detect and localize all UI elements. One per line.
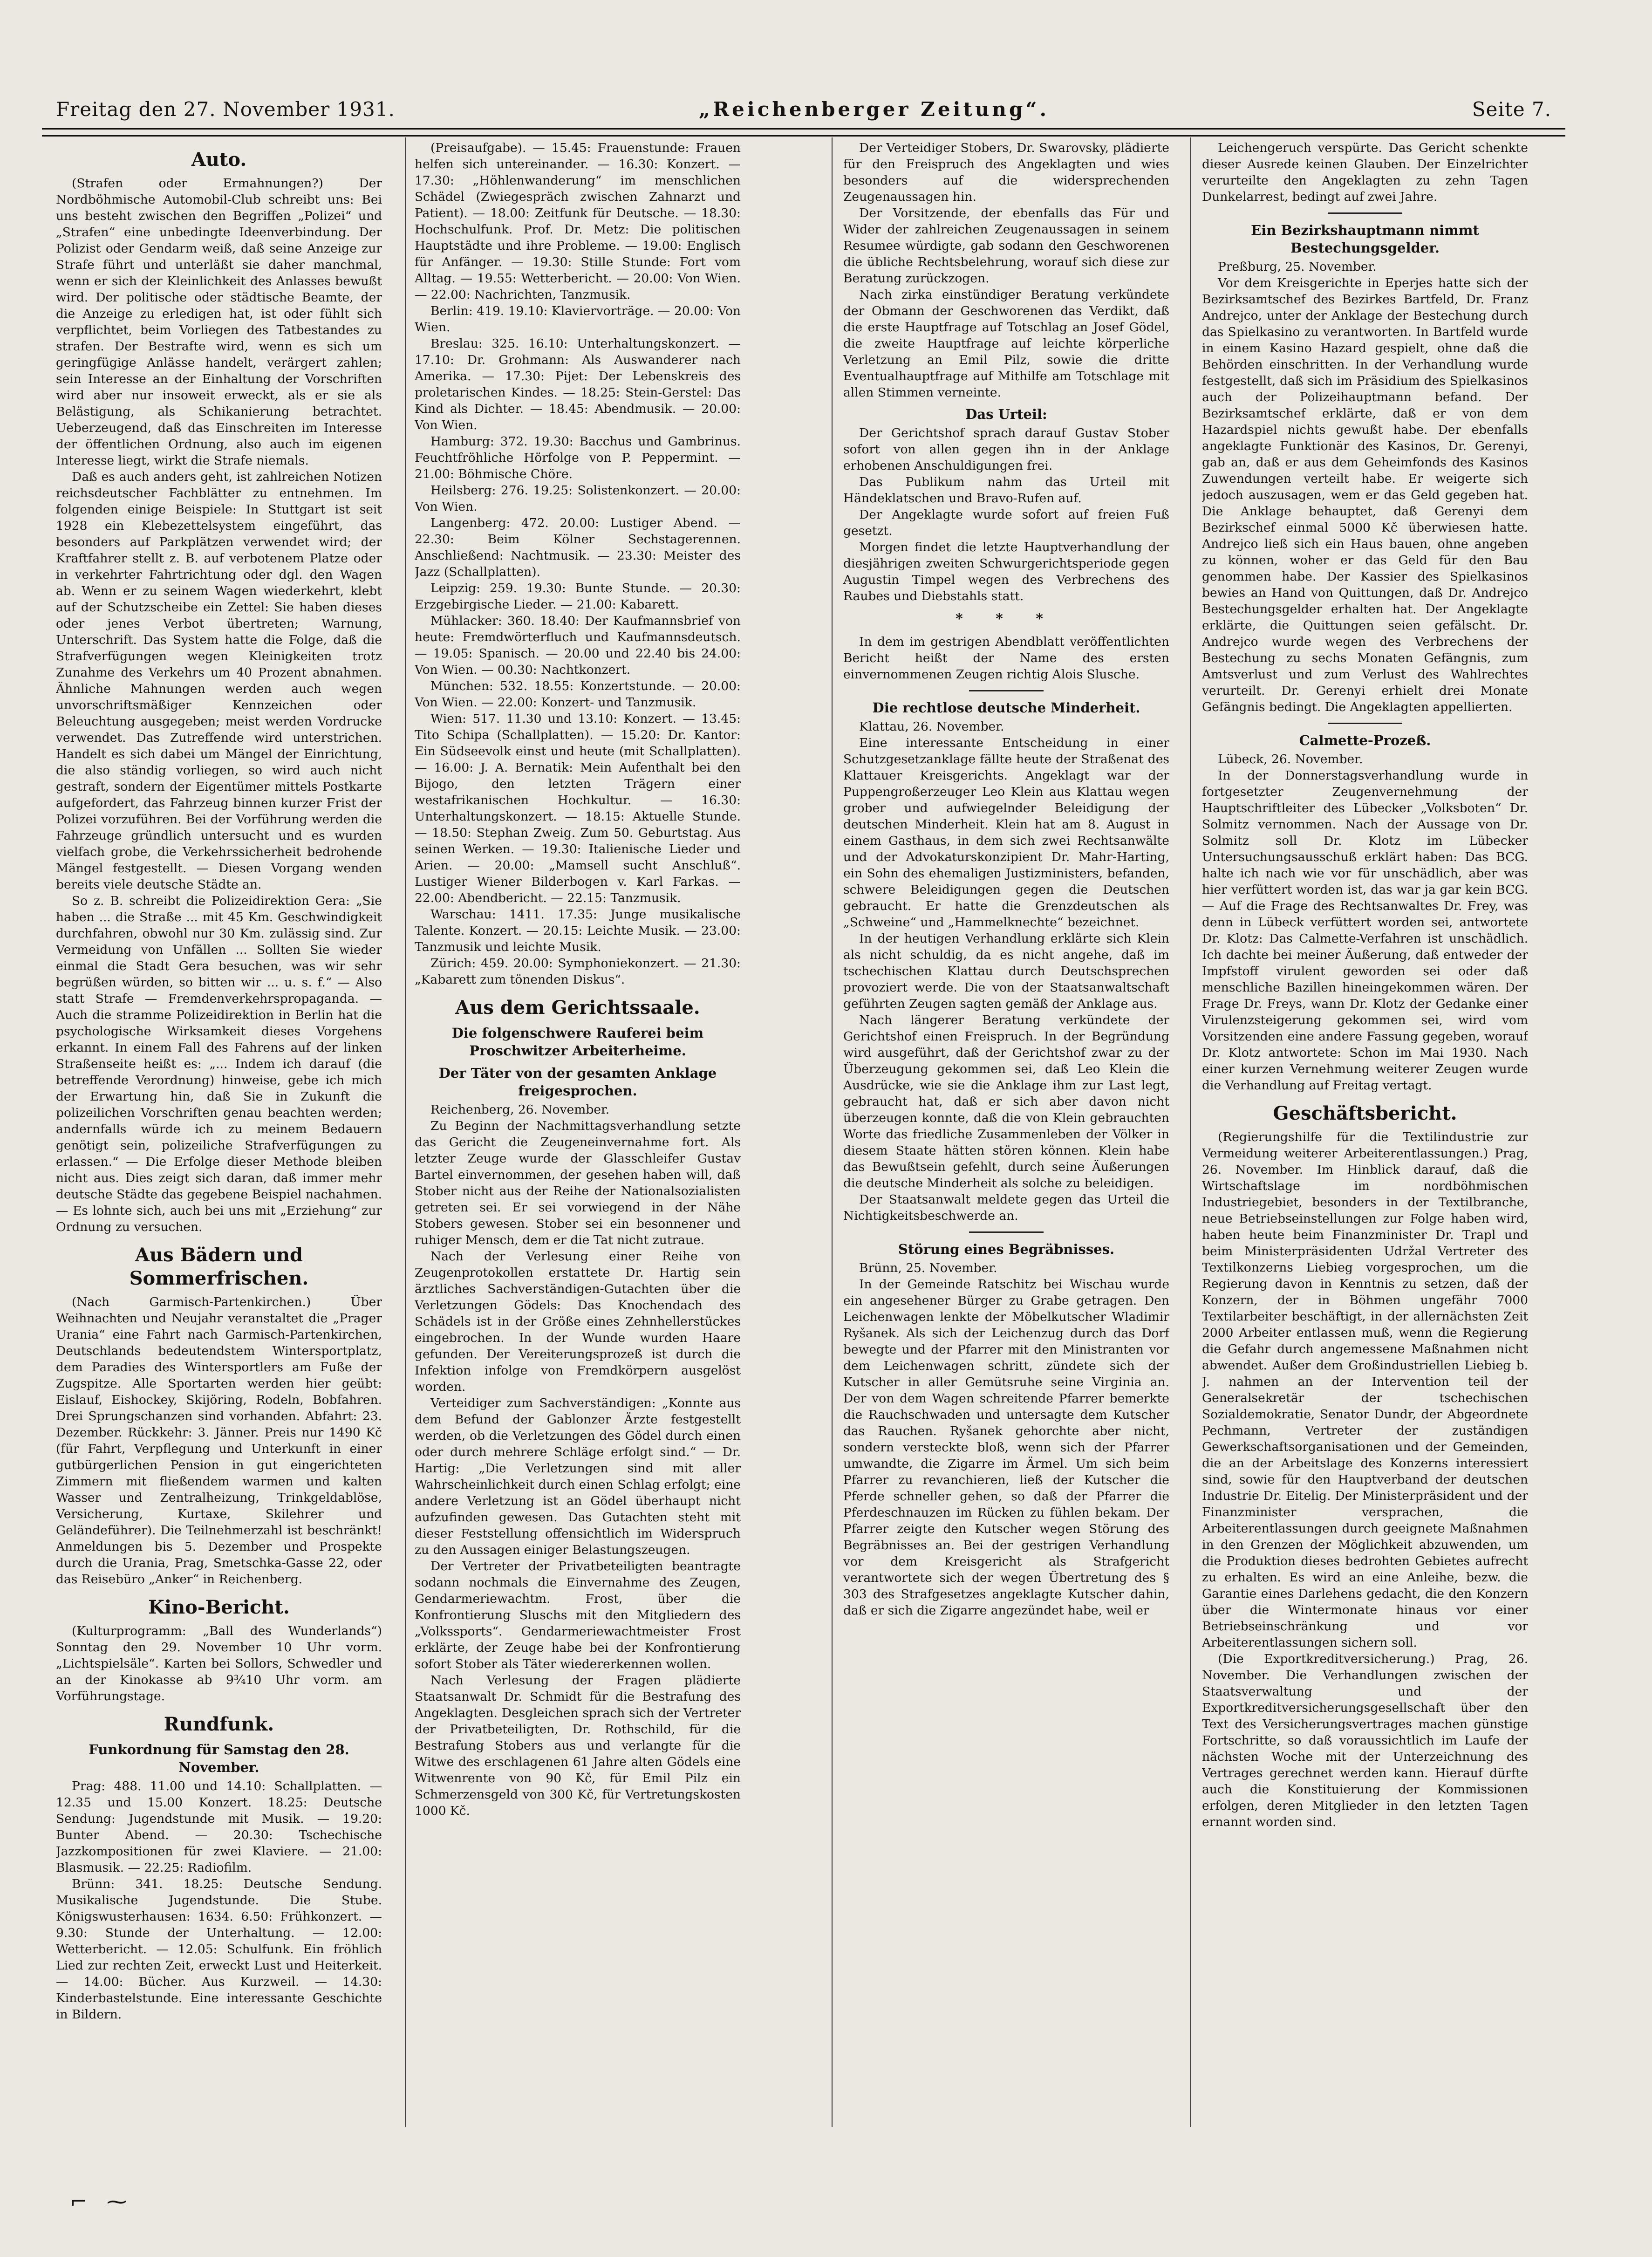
article-separator: [969, 690, 1044, 691]
column-4: [1202, 140, 1528, 2120]
article-paragraph: Mühlacker: 360. 18.40: Der Kaufmannsbrief von heute: Fremdwörterfluch und Kaufmannsdeutsch. — 19.05: Spanisch. — 20.00 und 22.40 bis 24.00: Von Wien. — 00.30: Nachtkonzert.: [415, 614, 741, 677]
article-paragraph: Heilsberg: 276. 19.25: Solistenkonzert. — 20.00: Von Wien.: [415, 483, 741, 514]
article-paragraph: Brünn: 341. 18.25: Deutsche Sendung. Musikalische Jugendstunde. Die Stube. Königswusterhausen: 1634. 6.50: Frühkonzert. — 9.30: Stunde der Unterhaltung. — 12.00: Wetterbericht. — 12.05: Schulfunk. Ein fröhlich Lied zur rechten Zeit, erweckt Lust und Heiterkeit. — 14.00: Bücher. Aus Kurzweil. — 14.30: Kinderbastelstunde. Eine interessante Geschichte in Bildern.: [56, 1877, 382, 2022]
article-paragraph: Brünn, 25. November.: [859, 1261, 997, 1275]
article-paragraph: Nach zirka einstündiger Beratung verkündete der Obmann der Geschworenen das Verdikt, daß die erste Hauptfrage auf Totschlag an Josef Gödel, die zweite Hauptfrage auf leichte körperliche Verletzung an Emil Pilz, sowie die dritte Eventualhauptfrage auf Mithilfe am Totschlage mit allen Stimmen verneinte.: [843, 287, 1169, 400]
article-paragraph: (Strafen oder Ermahnungen?) Der Nordböhmische Automobil-Club schreibt uns: Bei uns besteht zwischen den Begriffen „Polizei“ und „Strafen“ eine unbedingte Ideenverbindung. Der Polizist oder Gendarm weiß, daß seine Anzeige zur Strafe führt und unterläßt sie daher manchmal, wenn er sich der Kleinlichkeit des Anlasses bewußt wird. Der politische oder städtische Beamte, der die Anzeige zu erledigen hat, ist oder fühlt sich verpflichtet, beim Vorliegen des Tatbestandes zu strafen. Der Bestrafte wird, wenn es sich um geringfügige Anlässe handelt, verärgert zahlen; sein Interesse an der Einhaltung der Vorschriften wird aber nur insoweit erweckt, als er sie als Belästigung, als Schikanierung betrachtet. Ueberzeugend, daß das Einschreiten im Interesse der öffentlichen Ordnung, also auch im eigenen Interesse liegt, wirkt die Strafe niemals.: [56, 176, 382, 468]
page-number: Seite 7.: [1472, 98, 1551, 121]
column-divider: [405, 137, 406, 2127]
article-paragraph: Warschau: 1411. 17.35: Junge musikalische Talente. Konzert. — 20.15: Leichte Musik. — 23.00: Tanzmusik und leichte Musik.: [415, 907, 741, 954]
article-paragraph: Zu Beginn der Nachmittagsverhandlung setzte das Gericht die Zeugeneinvernahme fort. Als letzter Zeuge wurde der Glasschleifer Gustav Bartel einvernommen, der gesehen haben will, daß Stober nicht aus der Reihe der Nationalsozialisten getreten sei. Er sei vorwiegend in der Nähe Stobers gewesen. Stober sei ein besonnener und ruhiger Mensch, dem er die Tat nicht zutraue.: [415, 1119, 741, 1247]
article-paragraph: München: 532. 18.55: Konzertstunde. — 20.00: Von Wien. — 22.00: Konzert- und Tanzmusik.: [415, 679, 741, 710]
article-paragraph: Preßburg, 25. November.: [1218, 260, 1377, 274]
page-date: Freitag den 27. November 1931.: [56, 98, 395, 121]
article-paragraph: Verteidiger zum Sachverständigen: „Konnte aus dem Befund der Gablonzer Ärzte festgestellt werden, ob die Verletzungen des Gödel durch einen oder durch mehrere Schläge erfolgt sind.“ — Dr. Hartig: „Die Verletzungen sind mit aller Wahrscheinlichkeit durch einen Schlag erfolgt; eine andere Verletzung ist an Gödel überhaupt nicht aufzufinden gewesen. Das Gutachten steht mit dieser Feststellung offensichtlich im Widerspruch zu den Aussagen einiger Belastungszeugen.: [415, 1396, 741, 1557]
section-heading: Aus dem Gerichtssaale.: [455, 997, 700, 1019]
article-heading: Funkordnung für Samstag den 28. November.: [89, 1742, 349, 1775]
article-paragraph: Der Verteidiger Stobers, Dr. Swarovsky, plädierte für den Freispruch des Angeklagten und wies besonders auf die widersprechenden Zeugenaussagen hin.: [843, 141, 1169, 204]
column-divider: [1190, 137, 1191, 2127]
column-3: [843, 140, 1169, 2120]
section-heading: Rundfunk.: [164, 1713, 274, 1735]
article-paragraph: Berlin: 419. 19.10: Klaviervorträge. — 20.00: Von Wien.: [415, 304, 741, 335]
article-separator: [969, 1231, 1044, 1233]
header-rule: [42, 128, 1565, 137]
article-paragraph: Der Staatsanwalt meldete gegen das Urteil die Nichtigkeitsbeschwerde an.: [843, 1192, 1169, 1223]
article-paragraph: Prag: 488. 11.00 und 14.10: Schallplatten. — 12.35 und 15.00 Konzert. 18.25: Deutsche Sendung: Jugendstunde mit Musik. — 19.20: Bunter Abend. — 20.30: Tschechische Jazzkompositionen für zwei Klaviere. — 21.00: Blasmusik. — 22.25: Radiofilm.: [56, 1779, 382, 1875]
article-heading: Der Täter von der gesamten Anklage freigesprochen.: [438, 1065, 717, 1099]
article-paragraph: (Die Exportkreditversicherung.) Prag, 26. November. Die Verhandlungen zwischen der Staatsverwaltung und der Exportkreditversicherungsgesellschaft über den Text des Versicherungsvertrages machen günstige Fortschritte, so daß voraussichtlich im Laufe der nächsten Woche mit der Unterzeichnung des Vertrages gerechnet werden kann. Hierauf dürfte auch die Konstituierung der Kommissionen erfolgen, deren Mitglieder in den letzten Tagen ernannt worden sind.: [1202, 1652, 1528, 1829]
article-paragraph: Breslau: 325. 16.10: Unterhaltungskonzert. — 17.10: Dr. Grohmann: Als Auswanderer nach Amerika. — 17.30: Pijet: Der Lebenskreis des proletarischen Kindes. — 18.25: Stein-Gerstel: Das Kind als Dichter. — 18.45: Abendmusik. — 20.00: Von Wien.: [415, 336, 741, 432]
article-paragraph: Langenberg: 472. 20.00: Lustiger Abend. — 22.30: Beim Kölner Sechstagerennen. Anschließend: Nachtmusik. — 23.30: Meister des Jazz (Schallplatten).: [415, 516, 741, 579]
article-heading: Die rechtlose deutsche Minderheit.: [872, 700, 1140, 716]
article-paragraph: Zürich: 459. 20.00: Symphoniekonzert. — 21.30: „Kabarett zum tönenden Diskus“.: [415, 956, 741, 987]
article-paragraph: Daß es auch anders geht, ist zahlreichen Notizen reichsdeutscher Fachblätter zu entnehmen. Im folgenden einige Beispiele: In Stuttgart ist seit 1928 ein Klebezettelsystem eingeführt, das besonders auf Parkplätzen verwendet wird; der Kraftfahrer stellt z. B. auf verbotenem Platze oder in verkehrter Fahrtrichtung oder dgl. den Wagen ab. Wenn er zu seinem Wagen wiederkehrt, klebt auf der Schutzscheibe ein Zettel: Sie haben dieses oder jenes Verbot übertreten; Warnung, Unterschrift. Das System hatte die Folge, daß die Strafverfügungen wegen Kleinigkeiten trotz Zunahme des Verkehrs um 40 Prozent abnahmen. Ähnliche Mahnungen werden auch wegen unvorschriftsmäßiger Kennzeichen oder Beleuchtung ausgegeben; meist werden Vordrucke verwendet. Das Zutreffende wird unterstrichen. Handelt es sich dabei um Mängel der Einrichtung, die also ständig vorliegen, so wird auch nicht gestraft, sondern der Eigentümer mittels Postkarte aufgefordert, das Fahrzeug binnen kurzer Frist der Polizei vorzuführen. Bei der Vorführung werden die Fahrzeuge gründlich untersucht und es wurden vielfach grobe, die Verkehrssicherheit bedrohende Mängel festgestellt. — Diesen Vorgang wenden bereits viele deutsche Städte an.: [56, 470, 382, 892]
article-paragraph: Nach längerer Beratung verkündete der Gerichtshof einen Freispruch. In der Begründung wird ausgeführt, daß der Gerichtshof zwar zu der Überzeugung gekommen sei, daß Leo Klein die Ausdrücke, wie sie die Anklage ihm zur Last legt, gebraucht hat, daß er sich aber davon nicht überzeugen konnte, daß die von Klein gebrauchten Worte das friedliche Zusammenleben der Völker in diesem Staate hätten stören können. Klein habe das Bewußtsein gefehlt, durch seine Äußerungen die deutsche Minderheit als solche zu beleidigen.: [843, 1013, 1169, 1190]
section-heading: Auto.: [191, 149, 247, 171]
newspaper-title: „Reichenberger Zeitung“.: [699, 98, 1050, 121]
article-paragraph: Vor dem Kreisgerichte in Eperjes hatte sich der Bezirksamtschef des Bezirkes Bartfeld, Dr. Franz Andrejco, unter der Anklage der Bestechung durch das Spielkasino zu verantworten. In Bartfeld wurde in einem Kasino Hazard gespielt, ohne daß die Behörden einschritten. In der Verhandlung wurde festgestellt, daß sich im Präsidium des Spielkasinos auch der Polizeihauptmann befand. Der Bezirksamtschef erklärte, daß er von dem Hazardspiel nichts gewußt habe. Der ebenfalls angeklagte Funktionär des Kasinos, Dr. Gerenyi, gab an, daß er aus dem Geheimfonds des Kasinos Zuwendungen verteilt habe. Er weigerte sich jedoch auszusagen, wem er das Geld gegeben hat. Die Anklage behauptet, daß Gerenyi dem Bezirkschef einmal 5000 Kč überwiesen hatte. Andrejco ließ sich ein Haus bauen, ohne angeben zu können, woher er das Geld für den Bau genommen habe. Der Kassier des Spielkasinos bewies an Hand von Quittungen, daß Dr. Andrejco Bestechungsgelder erhalten hat. Der Angeklagte erklärte, die Quittungen seien gefälscht. Dr. Andrejco wurde wegen des Verbrechens der Bestechung zu sechs Monaten Gefängnis, zum Amtsverlust und zum Verlust des Wahlrechtes verurteilt. Dr. Gerenyi erhielt drei Monate Gefängnis bedingt. Die Angeklagten appellierten.: [1202, 276, 1528, 714]
article-paragraph: Reichenberg, 26. November.: [430, 1102, 610, 1117]
article-paragraph: Der Vertreter der Privatbeteiligten beantragte sodann nochmals die Einvernahme des Zeugen, Gendarmeriewachtm. Frost, über die Konfrontierung Sluschs mit den Mitgliedern des „Volkssports“. Gendarmeriewachtmeister Frost erklärte, der Zeuge habe bei der Konfrontierung sofort Stober als Täter wiedererkennen wollen.: [415, 1559, 741, 1671]
article-heading: Ein Bezirkshauptmann nimmt Bestechungsgelder.: [1251, 222, 1479, 256]
article-paragraph: Nach Verlesung der Fragen plädierte Staatsanwalt Dr. Schmidt für die Bestrafung des Angeklagten. Desgleichen sprach sich der Vertreter der Privatbeteiligten, Dr. Rothschild, für die Bestrafung Stobers aus und verlangte für die Witwe des erschlagenen 61 Jahre alten Gödels eine Witwenrente von 90 Kč, für Emil Pilz ein Schmerzensgeld von 300 Kč, für Vertretungskosten 1000 Kč.: [415, 1673, 741, 1818]
article-paragraph: In der Donnerstagsverhandlung wurde in fortgesetzter Zeugenvernehmung der Hauptschriftleiter des Lübecker „Volksboten“ Dr. Solmitz vernommen. Nach der Aussage von Dr. Solmitz soll Dr. Klotz im Lübecker Untersuchungsausschuß erklärt haben: Das BCG. halte ich nach wie vor für unschädlich, aber was hier verfüttert worden ist, das war ja gar kein BCG. — Auf die Frage des Rechtsanwaltes Dr. Frey, was denn in Lübeck verfüttert worden sei, antwortete Dr. Klotz: Das Calmette-Verfahren ist unschädlich. Ich dachte bei meiner Äußerung, daß entweder der Impfstoff virulent geworden sei oder daß menschliche Bazillen hineingekommen wären. Der Frage Dr. Freys, wann Dr. Klotz der Gedanke einer Virulenzsteigerung gekommen sei, wird vom Vorsitzenden eine andere Fassung gegeben, worauf Dr. Klotz antwortete: Schon im Mai 1930. Nach einer kurzen Vernehmung weiterer Zeugen wurde die Verhandlung auf Freitag vertagt.: [1202, 768, 1528, 1093]
section-heading: Aus Bädern und Sommerfrischen.: [129, 1244, 309, 1289]
column-2: [415, 140, 741, 2120]
separator-stars: * * *: [956, 611, 1057, 627]
article-paragraph: (Regierungshilfe für die Textilindustrie zur Vermeidung weiterer Arbeiterentlassungen.) Prag, 26. November. Im Hinblick darauf, daß die Wirtschaftslage im nordböhmischen Industriegebiet, besonders in der Textilbranche, neue Betriebseinstellungen zur Folge haben wird, haben heute beim Finanzminister Dr. Trapl und beim Ministerpräsidenten Udržal Vertreter des Textilkonzerns Liebieg vorgesprochen, um die Regierung davon in Kenntnis zu setzen, daß der Konzern, der in Böhmen ungefähr 7000 Textilarbeiter beschäftigt, in der allernächsten Zeit 2000 Arbeiter entlassen muß, wenn die Regierung die Gefahr durch angemessene Maßnahmen nicht abwendet. Außer dem Großindustriellen Liebieg b. J. nahmen an der Intervention teil der Generalsekretär der tschechischen Sozialdemokratie, Senator Dundr, der Abgeordnete Pechmann, Vertreter der zuständigen Gewerkschaftsorganisationen und der Gemeinden, die an der Arbeitslage des Konzerns interessiert sind, sowie für den Hauptverband der deutschen Industrie Dr. Eitelig. Der Ministerpräsident und der Finanzminister versprachen, die Arbeiterentlassungen durch geeignete Maßnahmen in den Grenzen der Möglichkeit abzuwenden, um die Produktion dieses bedrohten Gebietes aufrecht zu erhalten. Es wird an eine Anleihe, bezw. die Garantie eines Darlehens gedacht, die den Konzern über die Wintermonate hinaus vor einer Betriebseinschränkung und vor Arbeiterentlassungen sichern soll.: [1202, 1130, 1528, 1650]
article-paragraph: Der Vorsitzende, der ebenfalls das Für und Wider der zahlreichen Zeugenaussagen in seinem Resumee würdigte, gab sodann den Geschworenen die übliche Rechtsbelehrung, worauf sich diese zur Beratung zurückzogen.: [843, 206, 1169, 286]
article-paragraph: Der Angeklagte wurde sofort auf freien Fuß gesetzt.: [843, 507, 1169, 538]
masthead: [56, 98, 1551, 130]
article-heading: Störung eines Begräbnisses.: [898, 1241, 1115, 1257]
article-paragraph: Eine interessante Entscheidung in einer Schutzgesetzanklage fällte heute der Straßenat des Klattauer Kreisgerichts. Angeklagt war der Puppengroßerzeuger Leo Klein aus Klattau wegen grober und aufwiegelnder Beleidigung der deutschen Minderheit. Klein hat am 8. August in einem Gasthaus, in dem sich zwei Rechtsanwälte und der Advokaturskonzipient Dr. Mahr-Harting, ein Sohn des ehemaligen Justizministers, befanden, schwere Beleidigungen gegen die Deutschen gebraucht. Er hatte die Grenzdeutschen als „Schweine“ und „Hammelknechte“ bezeichnet.: [843, 736, 1169, 930]
article-heading: Das Urteil:: [965, 406, 1047, 422]
article-paragraph: (Nach Garmisch-Partenkirchen.) Über Weihnachten und Neujahr veranstaltet die „Prager Urania“ eine Fahrt nach Garmisch-Partenkirchen, Deutschlands bedeutendstem Wintersportplatz, dem Paradies des Wintersportlers am Fuße der Zugspitze. Alle Sportarten werden hier geübt: Eislauf, Eishockey, Skijöring, Rodeln, Bobfahren. Drei Sprungschanzen sind vorhanden. Abfahrt: 23. Dezember. Rückkehr: 3. Jänner. Preis nur 1490 Kč (für Fahrt, Verpflegung und Unterkunft in einer gutbürgerlichen Pension in gut eingerichteten Zimmern mit fließendem warmen und kalten Wasser und Zentralheizung, Trinkgeldablöse, Versicherung, Kurtaxe, Skilehrer und Geländeführer). Die Teilnehmerzahl ist beschränkt! Anmeldungen bis 5. Dezember und Prospekte durch die Urania, Prag, Smetschka-Gasse 22, oder das Reisebüro „Anker“ in Reichenberg.: [56, 1295, 382, 1587]
article-paragraph: In der Gemeinde Ratschitz bei Wischau wurde ein angesehener Bürger zu Grabe getragen. Den Leichenwagen lenkte der Möbelkutscher Wladimir Ryšanek. Als sich der Leichenzug durch das Dorf bewegte und der Pfarrer mit den Ministranten vor dem Leichenwagen schritt, zündete sich der Kutscher in aller Gemütsruhe seine Virginia an. Der von dem Wagen schreitende Pfarrer bemerkte die Rauchschwaden und untersagte dem Kutscher das Rauchen. Ryšanek gehorchte aber nicht, sondern versteckte bloß, wenn sich der Pfarrer umwandte, die Zigarre im Ärmel. Um sich beim Pfarrer zu revanchieren, ließ der Kutscher die Pferde schneller gehen, so daß der Pfarrer die Pferdeschnauzen im Rücken zu fühlen bekam. Der Pfarrer zeigte den Kutscher wegen Störung des Begräbnisses an. Bei der gestrigen Verhandlung vor dem Kreisgericht als Strafgericht verantwortete sich der wegen Übertretung des § 303 des Strafgesetzes angeklagte Kutscher dahin, daß er sich die Zigarre angezündet habe, weil er: [843, 1277, 1169, 1618]
article-heading: Die folgenschwere Rauferei beim Proschwitzer Arbeiterheime.: [451, 1025, 704, 1059]
article-paragraph: (Preisaufgabe). — 15.45: Frauenstunde: Frauen helfen sich untereinander. — 16.30: Konzert. — 17.30: „Höhlenwanderung“ im menschlichen Schädel (Zwiegespräch zwischen Zahnarzt und Patient). — 18.00: Zeitfunk für Deutsche. — 18.30: Hochschulfunk. Prof. Dr. Metz: Die politischen Hauptstädte und ihre Probleme. — 19.00: Englisch für Anfänger. — 19.30: Stille Stunde: Fort vom Alltag. — 19.55: Wetterbericht. — 20.00: Von Wien. — 22.00: Nachrichten, Tanzmusik.: [415, 141, 741, 302]
article-paragraph: Morgen findet die letzte Hauptverhandlung der diesjährigen zweiten Schwurgerichtsperiode gegen Augustin Timpel wegen des Verbrechens des Raubes und Diebstahls statt.: [843, 540, 1169, 603]
article-paragraph: Das Publikum nahm das Urteil mit Händeklatschen und Bravo-Rufen auf.: [843, 475, 1169, 506]
column-1: [56, 140, 382, 2120]
article-paragraph: Klattau, 26. November.: [859, 719, 1004, 734]
article-paragraph: Der Gerichtshof sprach darauf Gustav Stober sofort von allen gegen ihn in der Anklage erhobenen Anschuldigungen frei.: [843, 426, 1169, 473]
column-divider: [832, 137, 833, 2127]
article-paragraph: Hamburg: 372. 19.30: Bacchus und Gambrinus. Feuchtfröhliche Hörfolge von P. Peppermint. — 21.00: Böhmische Chöre.: [415, 434, 741, 481]
article-heading: Calmette-Prozeß.: [1299, 732, 1431, 748]
article-paragraph: Nach der Verlesung einer Reihe von Zeugenprotokollen erstattete Dr. Hartig sein ärztliches Sachverständigen-Gutachten über die Verletzungen Gödels: Das Knochendach des Schädels ist in der Größe eines Zehnhellerstückes eingebrochen. In der Wunde wurden Haare gefunden. Der Vereiterungsprozeß ist durch die Infektion infolge von Fremdkörpern ausgelöst worden.: [415, 1249, 741, 1394]
article-paragraph: Lübeck, 26. November.: [1218, 752, 1363, 766]
article-paragraph: (Kulturprogramm: „Ball des Wunderlands“) Sonntag den 29. November 10 Uhr vorm. „Lichtspielsäle“. Karten bei Sollors, Schwedler und an der Kinokasse ab 9¾10 Uhr vorm. am Vorführungstage.: [56, 1624, 382, 1703]
article-paragraph: So z. B. schreibt die Polizeidirektion Gera: „Sie haben ... die Straße ... mit 45 Km. Geschwindigkeit durchfahren, obwohl nur 30 Km. zulässig sind. Zur Vermeidung von Unfällen ... Sollten Sie wieder einmal die Stadt Gera besuchen, was wir sehr begrüßen würden, so bitten wir ... u. s. f.“ — Also statt Strafe — Fremdenverkehrspropaganda. — Auch die stramme Polizeidirektion in Berlin hat die psychologische Wirksamkeit dieses Vorgehens erkannt. In einem Fall des Fahrens auf der linken Straßenseite heißt es: „... Indem ich darauf (die betreffende Verordnung) hinweise, gebe ich mich der Erwartung hin, daß Sie in Zukunft die polizeilichen Vorschriften genau beachten werden; andernfalls würde ich zu meinem Bedauern genötigt sein, polizeiliche Strafverfügungen zu erlassen.“ — Die Erfolge dieser Methode bleiben nicht aus. Dies zeigt sich daran, daß immer mehr deutsche Städte das gegebene Beispiel nachahmen. — Es lohnte sich, auch bei uns mit „Erziehung“ zur Ordnung zu versuchen.: [56, 894, 382, 1234]
article-paragraph: In der heutigen Verhandlung erklärte sich Klein als nicht schuldig, da es nicht angehe, daß im tschechischen Klattau durch Deutschsprechen provoziert werde. Die von der Staatsanwaltschaft geführten Zeugen sagten gemäß der Anklage aus.: [843, 931, 1169, 1011]
article-paragraph: Leichengeruch verspürte. Das Gericht schenkte dieser Ausrede keinen Glauben. Der Einzelrichter verurteilte den Angeklagten zu zehn Tagen Dunkelarrest, bedingt auf zwei Jahre.: [1202, 141, 1528, 204]
article-paragraph: Wien: 517. 11.30 und 13.10: Konzert. — 13.45: Tito Schipa (Schallplatten). — 15.20: Dr. Kantor: Ein Südseevolk einst und heute (mit Schallplatten). — 16.00: J. A. Bernatik: Mein Aufenthalt bei den Bijogo, den letzten Trägern einer westafrikanischen Hochkultur. — 16.30: Unterhaltungskonzert. — 18.15: Aktuelle Stunde. — 18.50: Stephan Zweig. Zum 50. Geburtstag. Aus seinen Werken. — 19.30: Italienische Lieder und Arien. — 20.00: „Mamsell sucht Anschluß“. Lustiger Wiener Bilderbogen v. Karl Farkas. — 22.00: Abendbericht. — 22.15: Tanzmusik.: [415, 711, 741, 905]
section-heading: Geschäftsbericht.: [1273, 1102, 1457, 1124]
article-separator: [1328, 212, 1402, 214]
article-separator: [1328, 723, 1402, 724]
article-paragraph: In dem im gestrigen Abendblatt veröffentlichten Bericht heißt der Name des ersten einvernommenen Zeugen richtig Alois Slusche.: [843, 635, 1169, 682]
section-heading: Kino-Bericht.: [148, 1596, 290, 1618]
article-paragraph: Leipzig: 259. 19.30: Bunte Stunde. — 20.30: Erzgebirgische Lieder. — 21.00: Kabarett.: [415, 581, 741, 612]
margin-marks: ⌐ ⁓: [70, 2190, 127, 2214]
